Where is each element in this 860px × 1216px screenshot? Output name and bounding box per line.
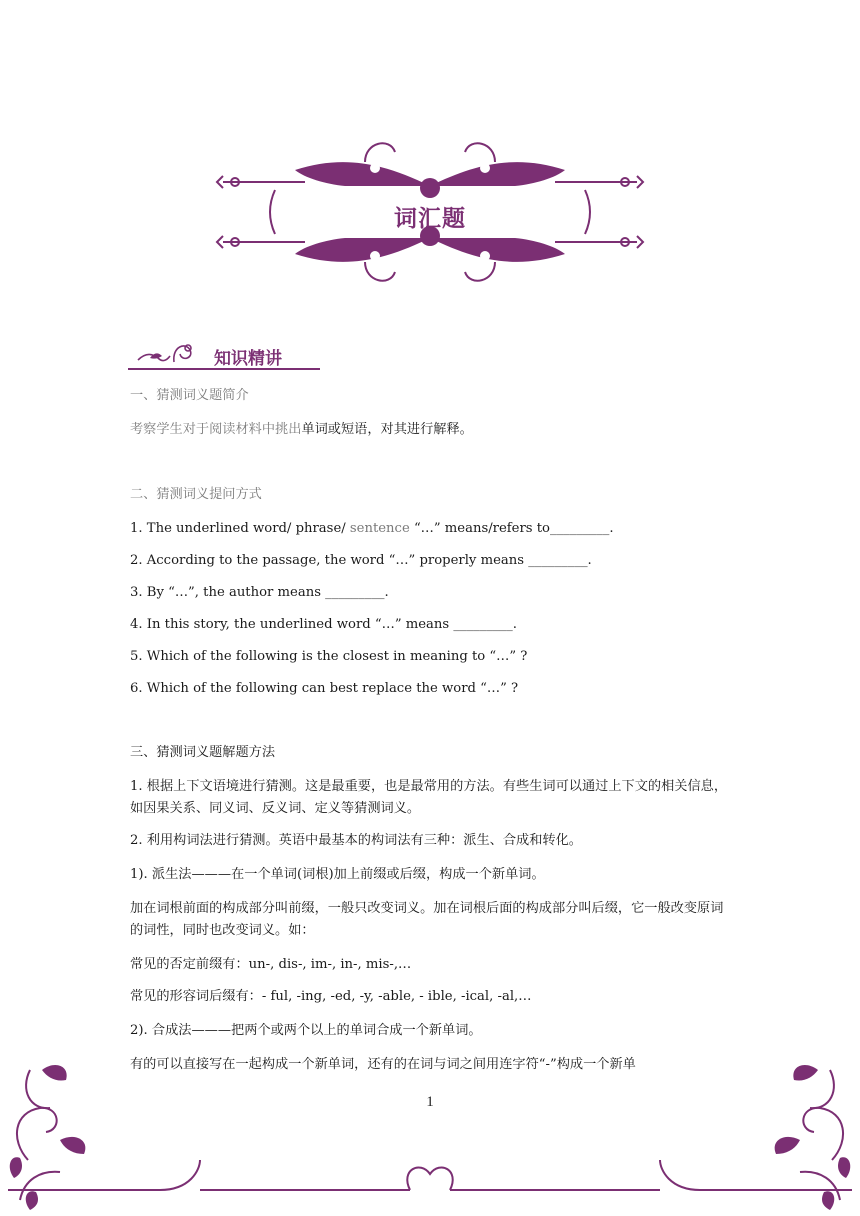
- part1-intro-rest: 单词或短语，对其进行解释。: [301, 422, 473, 437]
- part3-heading: 三、猜测词义题解题方法: [130, 745, 276, 760]
- part1-intro-grey: 考察学生对于阅读材料中挑出: [130, 422, 302, 437]
- adjective-suffixes: 常见的形容词后缀有：- ful, -ing, -ed, -y, -able, - ible, -ical, -al,…: [130, 989, 532, 1004]
- q1-text-a: 1. The underlined word/ phrase/: [130, 521, 350, 536]
- method-2-1: 1). 派生法———在一个单词(词根)加上前缀或后缀，构成一个新单词。: [130, 867, 545, 882]
- question-form-6: 6. Which of the following can best replace the word “…” ?: [130, 681, 519, 696]
- method-2: 2. 利用构词法进行猜测。英语中最基本的构词法有三种：派生、合成和转化。: [130, 833, 582, 848]
- question-form-1: [130, 518, 740, 540]
- page-title: 词汇题: [394, 206, 466, 232]
- question-form-3: 3. By “…”, the author means _________.: [130, 585, 389, 600]
- section-label: 知识精讲: [214, 349, 282, 369]
- footer-ornament: [0, 1050, 860, 1216]
- method-2-2: 2). 合成法———把两个或两个以上的单词合成一个新单词。: [130, 1023, 482, 1038]
- question-form-2: 2. According to the passage, the word “…” properly means _________.: [130, 553, 592, 568]
- method-1: 1. 根据上下文语境进行猜测。这是最重要，也是最常用的方法。有些生词可以通过上下文的相关信息，如因果关系、同义词、反义词、定义等猜测词义。: [130, 779, 728, 816]
- part1-intro: [130, 419, 740, 441]
- negative-prefixes: 常见的否定前缀有：un-, dis-, im-, in-, mis-,…: [130, 957, 412, 972]
- q1-text-b: sentence: [349, 521, 410, 536]
- part2-heading: 二、猜测词义提问方式: [130, 487, 262, 502]
- question-form-4: 4. In this story, the underlined word “…” means _________.: [130, 617, 517, 632]
- q1-text-c: “…” means/refers to_________.: [409, 521, 614, 536]
- question-form-5: 5. Which of the following is the closest in meaning to “…” ?: [130, 649, 528, 664]
- page-number: 1: [426, 1094, 434, 1110]
- part1-heading: 一、猜测词义题简介: [130, 388, 249, 403]
- method-2-2-desc: 有的可以直接写在一起构成一个新单词，还有的在词与词之间用连字符“-”构成一个新单: [130, 1057, 636, 1072]
- method-2-1-desc: 加在词根前面的构成部分叫前缀，一般只改变词义。加在词根后面的构成部分叫后缀，它一般改变原词的词性，同时也改变词义。如：: [130, 901, 724, 938]
